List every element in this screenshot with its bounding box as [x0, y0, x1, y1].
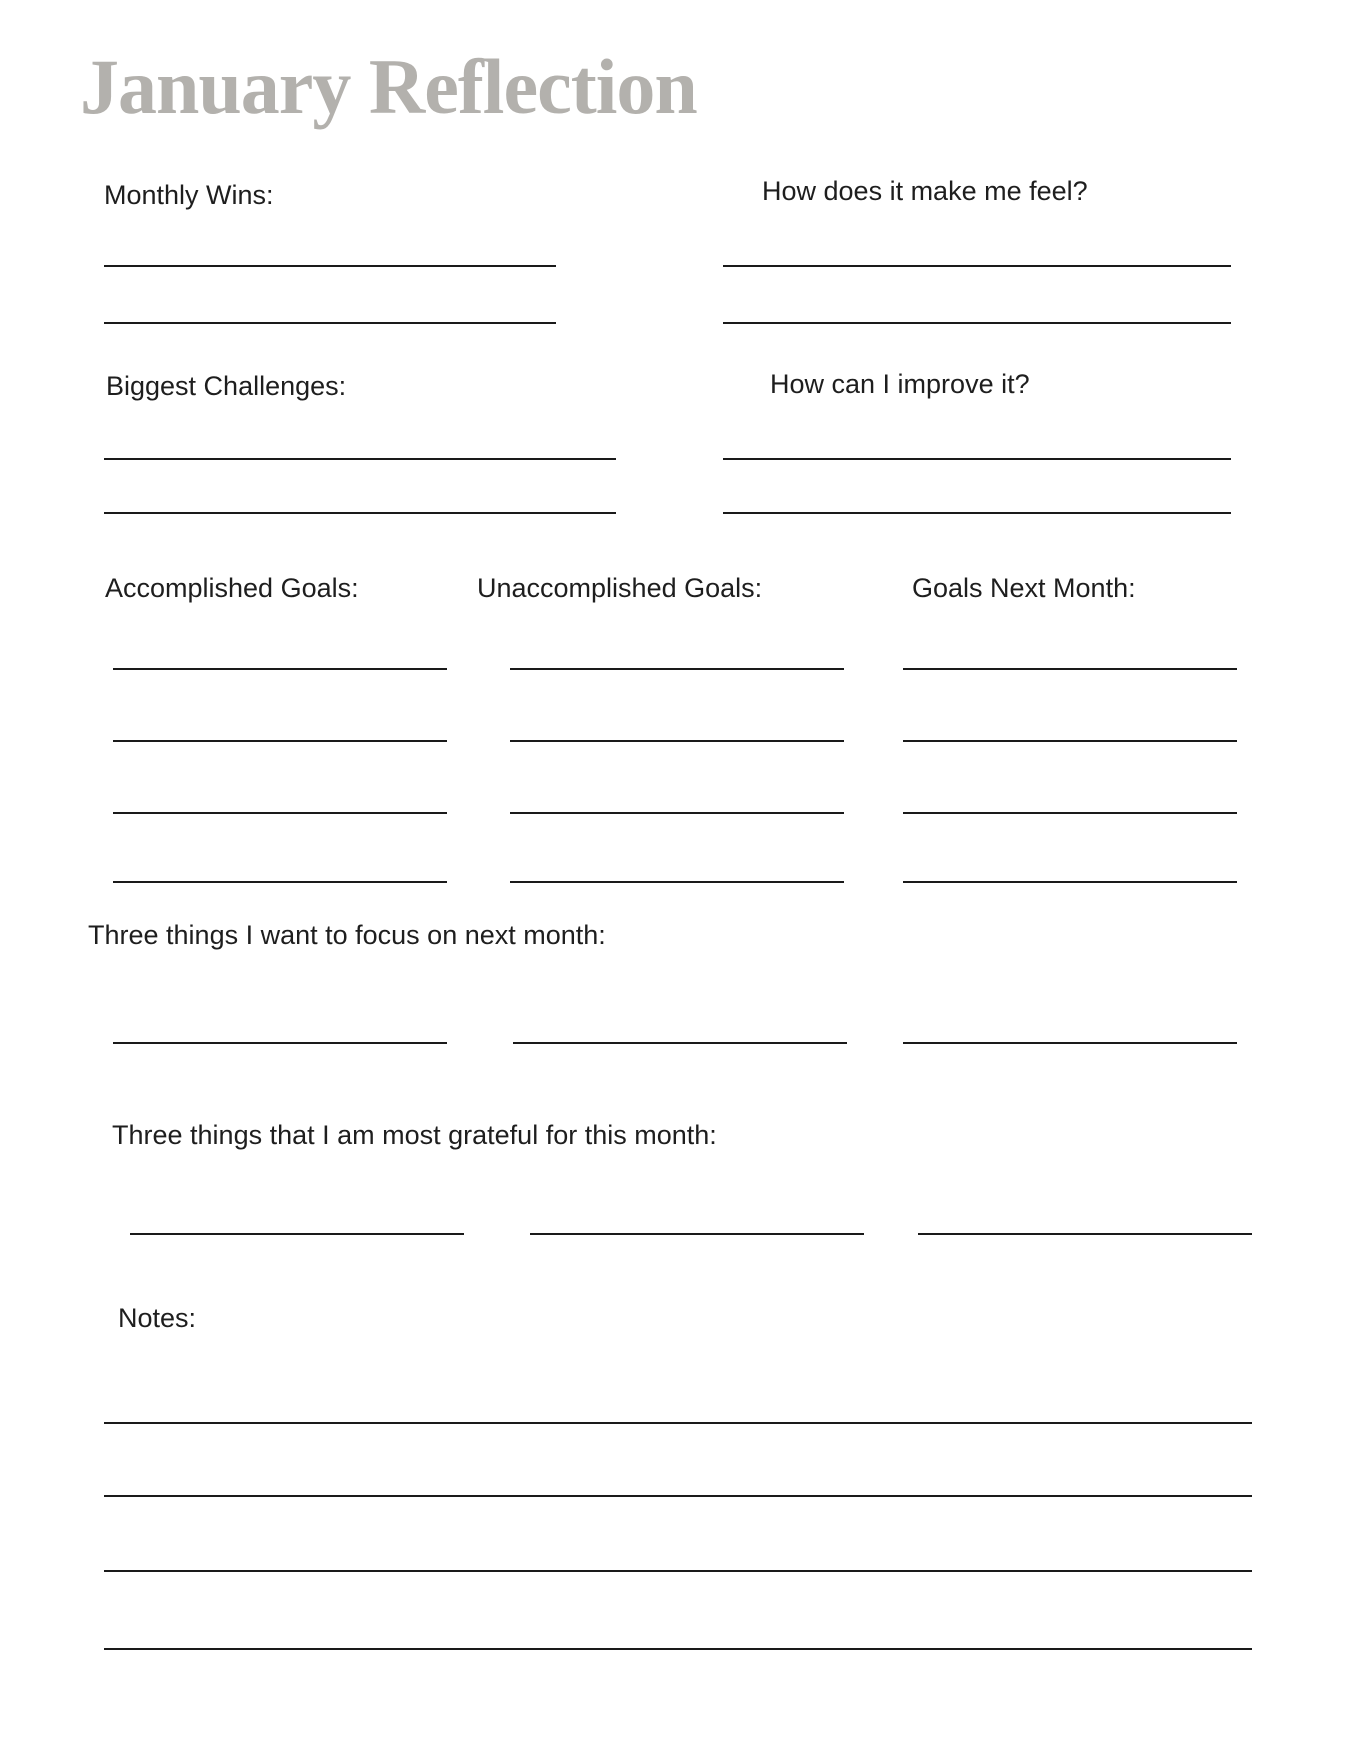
unaccomplished-goals-label: Unaccomplished Goals: [477, 573, 763, 603]
focus-line-1[interactable] [113, 1042, 447, 1044]
goals-next-month-line-1[interactable] [903, 668, 1237, 670]
accomplished-goals-line-3[interactable] [113, 812, 447, 814]
notes-line-3[interactable] [104, 1570, 1252, 1572]
focus-line-3[interactable] [903, 1042, 1237, 1044]
how-does-it-make-me-feel-label: How does it make me feel? [762, 176, 1088, 206]
accomplished-goals-label: Accomplished Goals: [105, 573, 359, 603]
goals-next-month-line-4[interactable] [903, 881, 1237, 883]
notes-line-4[interactable] [104, 1648, 1252, 1650]
challenges-line-1[interactable] [104, 458, 616, 460]
unaccomplished-goals-line-1[interactable] [510, 668, 844, 670]
grateful-line-2[interactable] [530, 1233, 864, 1235]
feel-line-1[interactable] [723, 265, 1231, 267]
focus-line-2[interactable] [513, 1042, 847, 1044]
unaccomplished-goals-line-2[interactable] [510, 740, 844, 742]
goals-next-month-line-3[interactable] [903, 812, 1237, 814]
unaccomplished-goals-line-4[interactable] [510, 881, 844, 883]
grateful-line-3[interactable] [918, 1233, 1252, 1235]
notes-line-2[interactable] [104, 1495, 1252, 1497]
monthly-wins-label: Monthly Wins: [104, 180, 274, 210]
how-can-i-improve-it-label: How can I improve it? [770, 369, 1030, 399]
monthly-wins-line-1[interactable] [104, 265, 556, 267]
challenges-line-2[interactable] [104, 512, 616, 514]
improve-line-1[interactable] [723, 458, 1231, 460]
accomplished-goals-line-2[interactable] [113, 740, 447, 742]
notes-line-1[interactable] [104, 1422, 1252, 1424]
grateful-line-1[interactable] [130, 1233, 464, 1235]
grateful-this-month-label: Three things that I am most grateful for this month: [112, 1120, 717, 1150]
page-title: January Reflection [80, 43, 697, 130]
goals-next-month-line-2[interactable] [903, 740, 1237, 742]
improve-line-2[interactable] [723, 512, 1231, 514]
monthly-wins-line-2[interactable] [104, 322, 556, 324]
accomplished-goals-line-1[interactable] [113, 668, 447, 670]
unaccomplished-goals-line-3[interactable] [510, 812, 844, 814]
accomplished-goals-line-4[interactable] [113, 881, 447, 883]
notes-label: Notes: [118, 1303, 197, 1333]
biggest-challenges-label: Biggest Challenges: [106, 371, 347, 401]
focus-next-month-label: Three things I want to focus on next month: [88, 920, 606, 950]
goals-next-month-label: Goals Next Month: [912, 573, 1136, 603]
feel-line-2[interactable] [723, 322, 1231, 324]
